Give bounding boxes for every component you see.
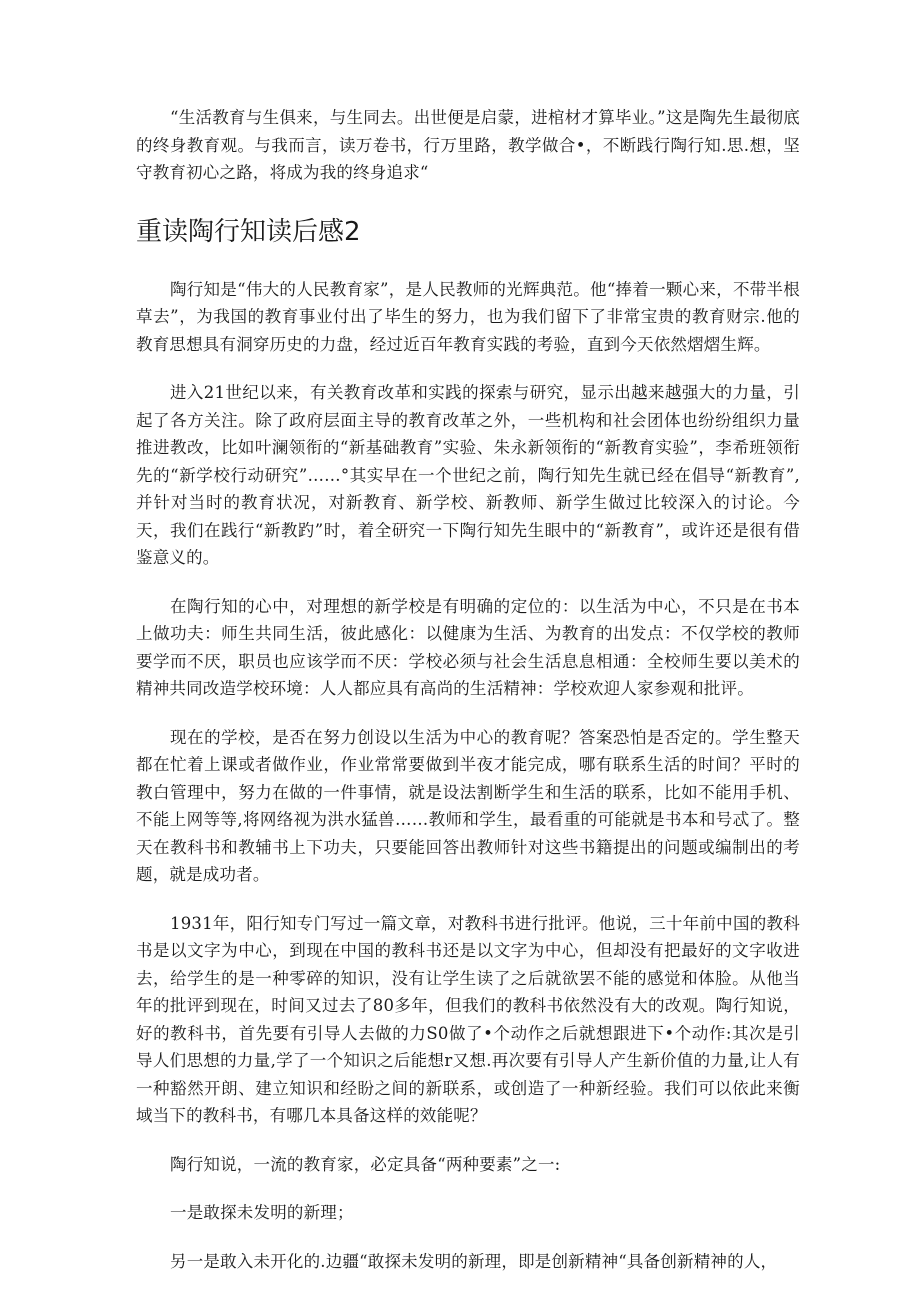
paragraph-4: 现在的学校，是否在努力创设以生活为中心的教育呢？答案恐怕是否定的。学生整天都在忙着上课或者做作业，作业常常要做到半夜才能完成，哪有联系生活的时间？平时的教白管理中，努力在做的一件事情，就是设法割断学生和生活的联系，比如不能用手机、不能上网等等,将网络视为洪水猛兽……教师和学生，最看重的可能就是书本和号忒了。整天在教科书和教辅书上下功夫，只要能回答出教师针对这些书籍提出的问题或编制出的考题，就是成功者。: [136, 727, 800, 884]
section-heading: 重读陶行知读后感2: [136, 216, 361, 247]
paragraph-7: 一是敢探未发明的新理；: [170, 1203, 354, 1222]
paragraph-1: 陶行知是“伟大的人民教育家”，是人民教师的光辉典范。他“捧着一颗心来，不带半根草去”，为我国的教育事业付出了毕生的努力，也为我们留下了非常宝贵的教育财宗.他的教育思想具有洞穿历史的力盘，经过近百年教育实践的考验，直到今天依然熠熠生辉。: [136, 279, 800, 354]
paragraph-2: 进入21世纪以来，有关教育改革和实践的探索与研究，显示出越来越强大的力量，引起了各方关注。除了政府层面主导的教育改革之外，一些机构和社会团体也纷纷组织力量推进教改，比如叶澜领衔的“新基础教育”实验、朱永新领衔的“新教育实验”，李希班领衔先的“新学校行动研究”……°其实早在一个世纪之前，陶行知先生就已经在倡导“新教育”,并针对当时的教育状况，对新教育、新学校、新教师、新学生做过比较深入的讨论。今天，我们在践行“新教趵”时，着全研究一下陶行知先生眼中的“新教育”，或许还是很有借鉴意义的。: [136, 383, 800, 567]
document-body: [136, 104, 800, 1296]
intro-paragraph: “生活教育与生俱来，与生同去。出世便是启蒙，进棺材才算毕业。”这是陶先生最彻底的终身教育观。与我而言，读万卷书，行万里路，教学做合•，不断践行陶行知.思.想，坚守教育初心之路，将成为我的终身追求“: [136, 108, 800, 182]
paragraph-5: 1931年，阳行知专门写过一篇文章，对教科书进行批评。他说，三十年前中国的教科书是以文字为中心，到现在中国的教科书还是以文字为中心，但却没有把最好的文字收进去，给学生的是一种零碎的知识，没有让学生读了之后就欲罢不能的感觉和体脸。从他当年的批评到现在，时间又过去了80多年，但我们的教科书依然没有大的改观。陶行知说，好的教科书，首先要有引导人去做的力S0做了•个动作之后就想跟进下•个动作:其次是引导人们思想的力量,学了一个知识之后能想r又想.再次要有引导人产生新价值的力量,让人有一种豁然开朗、建立知识和经盼之间的新联系，或创造了一种新经验。我们可以依此来衡域当下的教科书，有哪几本具备这样的效能呢？: [136, 913, 800, 1125]
paragraph-8: 另一是敢入未开化的.边疆“敢探未发明的新理，即是创新精神“具备创新精神的人，: [170, 1251, 778, 1271]
paragraph-3: 在陶行知的心中，对理想的新学校是有明确的定位的：以生活为中心，不只是在书本上做功夫：师生共同生活，彼此感化：以健康为生活、为教育的出发点：不仅学校的教师要学而不厌，职员也应该学而不厌：学校必须与社会生活息息相通：全校师生要以美术的精神共同改造学校环境：人人都应具有高尚的生活精神：学校欢迎人家参观和批评。: [136, 596, 800, 698]
paragraph-6: 陶行知说，一流的教育家，必定具备“两种要素”之一:: [170, 1154, 561, 1174]
